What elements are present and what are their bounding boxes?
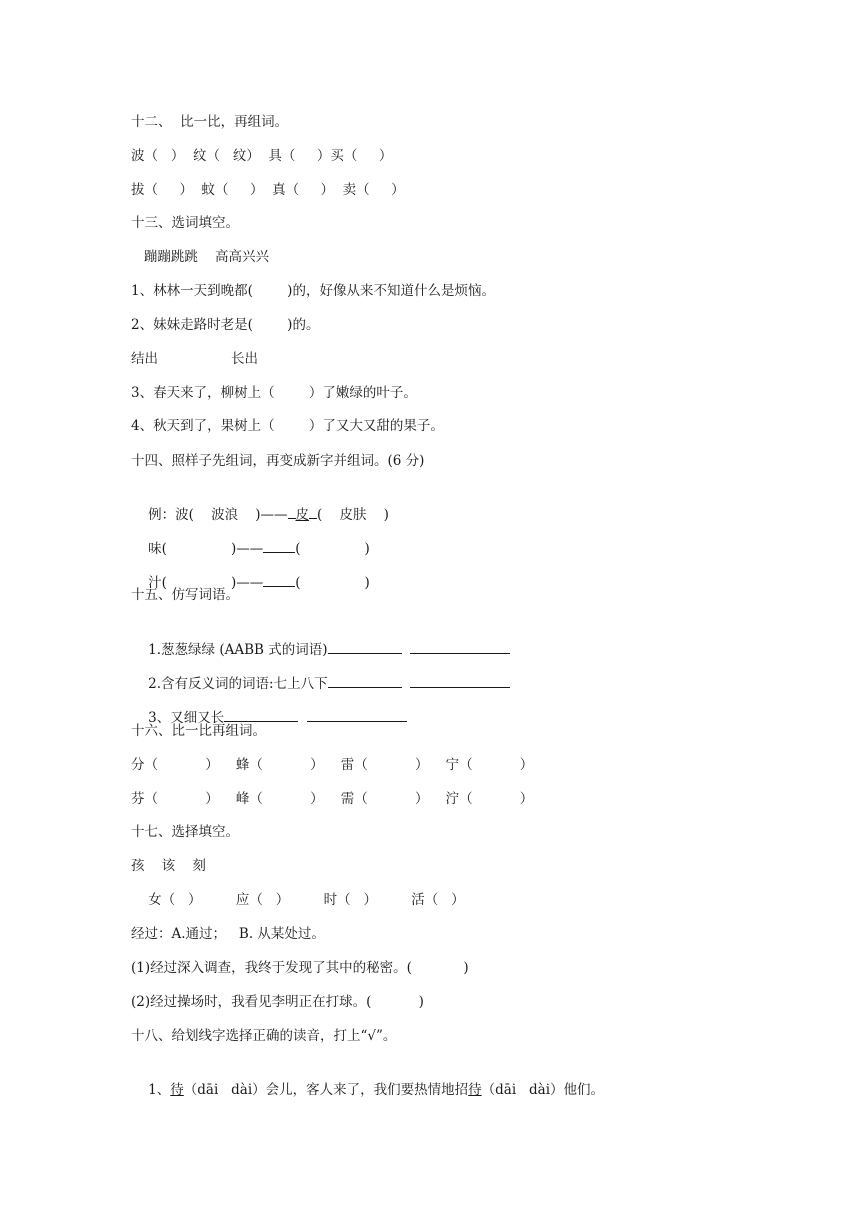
section-15-title: 十五、仿写词语。 <box>131 587 239 603</box>
section-17-row: 女（ ） 应（ ） 时（ ） 活（ ） <box>131 892 465 908</box>
pinyin-prefix: 1、 <box>148 1082 171 1098</box>
section-13-word-choices-2: 结出 长出 <box>131 351 258 367</box>
section-13-q4: 4、秋天到了，果树上（ ）了又大又甜的果子。 <box>131 418 444 434</box>
section-13-word-choices: 蹦蹦跳跳 高高兴兴 <box>131 249 270 265</box>
copy1-blank-1[interactable] <box>328 639 402 654</box>
copy1-blank-2[interactable] <box>410 639 510 654</box>
section-13-q2: 2、妹妹走路时老是( )的。 <box>131 317 320 333</box>
copy1-label: 1.葱葱绿绿 (AABB 式的词语) <box>148 642 328 658</box>
row-wei-open: ( <box>295 541 301 557</box>
section-13-q3: 3、春天来了，柳树上（ ）了嫩绿的叶子。 <box>131 385 417 401</box>
section-16-title: 十六、比一比再组词。 <box>131 723 266 739</box>
row-zhi-close: ) <box>364 575 370 591</box>
section-17-char-choices: 孩 该 刻 <box>131 858 206 874</box>
example-prefix: 例：波( 波浪 )—— <box>148 507 288 523</box>
copy3-label: 3、又细又长 <box>148 710 225 726</box>
pinyin-middle-1: （dāi dài）会儿，客人来了，我们要热情地招 <box>183 1082 469 1098</box>
row-wei-close: ) <box>364 541 370 557</box>
section-17-title: 十七、选择填空。 <box>131 824 239 840</box>
copy2-blank-1[interactable] <box>328 673 402 688</box>
section-17-definition: 经过：A.通过； B. 从某处过。 <box>131 926 325 942</box>
row-zhi-open: ( <box>295 575 301 591</box>
section-13-title: 十三、选词填空。 <box>131 215 239 231</box>
copy2-blank-2[interactable] <box>410 673 510 688</box>
underlined-char-1: 待 <box>170 1082 184 1098</box>
row-wei-dash: )—— <box>230 541 264 557</box>
section-12-row-2: 拔（ ） 蚊（ ） 真（ ） 卖（ ） <box>131 182 405 198</box>
row-zhi-new-char-blank[interactable] <box>263 572 295 587</box>
row-wei-char: 味( <box>148 541 167 557</box>
example-blank-left <box>288 504 296 519</box>
section-13-q1: 1、林林一天到晚都( )的，好像从来不知道什么是烦恼。 <box>131 283 495 299</box>
section-12-title: 十二、 比一比，再组词。 <box>131 114 289 130</box>
section-14-title: 十四、照样子先组词，再变成新字并组词。(6 分) <box>131 453 425 469</box>
section-12-row-1: 波（ ） 纹（ 纹） 具（ ）买（ ） <box>131 148 393 164</box>
underlined-char-2: 待 <box>468 1082 482 1098</box>
copy3-blank-1[interactable] <box>224 707 298 722</box>
example-blank-right <box>309 504 317 519</box>
section-17-q2: (2)经过操场时，我看见李明正在打球。( ) <box>131 994 424 1010</box>
row-zhi-dash: )—— <box>230 575 264 591</box>
section-17-q1: (1)经过深入调查，我终于发现了其中的秘密。( ) <box>131 960 469 976</box>
example-new-char: 皮 <box>295 507 310 523</box>
copy3-blank-2[interactable] <box>307 707 407 722</box>
row-wei-new-char-blank[interactable] <box>263 538 295 553</box>
copy2-label: 2.含有反义词的词语:七上八下 <box>148 676 328 692</box>
section-16-row-1: 分（ ） 蜂（ ） 雷（ ） 宁（ ） <box>131 757 534 773</box>
example-new-word: ( 皮肤 ) <box>317 507 389 523</box>
section-16-row-2: 芬（ ） 峰（ ） 需（ ） 泞（ ） <box>131 791 534 807</box>
row-zhi-char: 汁( <box>148 575 167 591</box>
pinyin-middle-2: （dāi dài）他们。 <box>481 1082 605 1098</box>
section-18-title: 十八、给划线字选择正确的读音，打上“√”。 <box>131 1028 397 1044</box>
section-18-q1 <box>131 1060 604 1120</box>
